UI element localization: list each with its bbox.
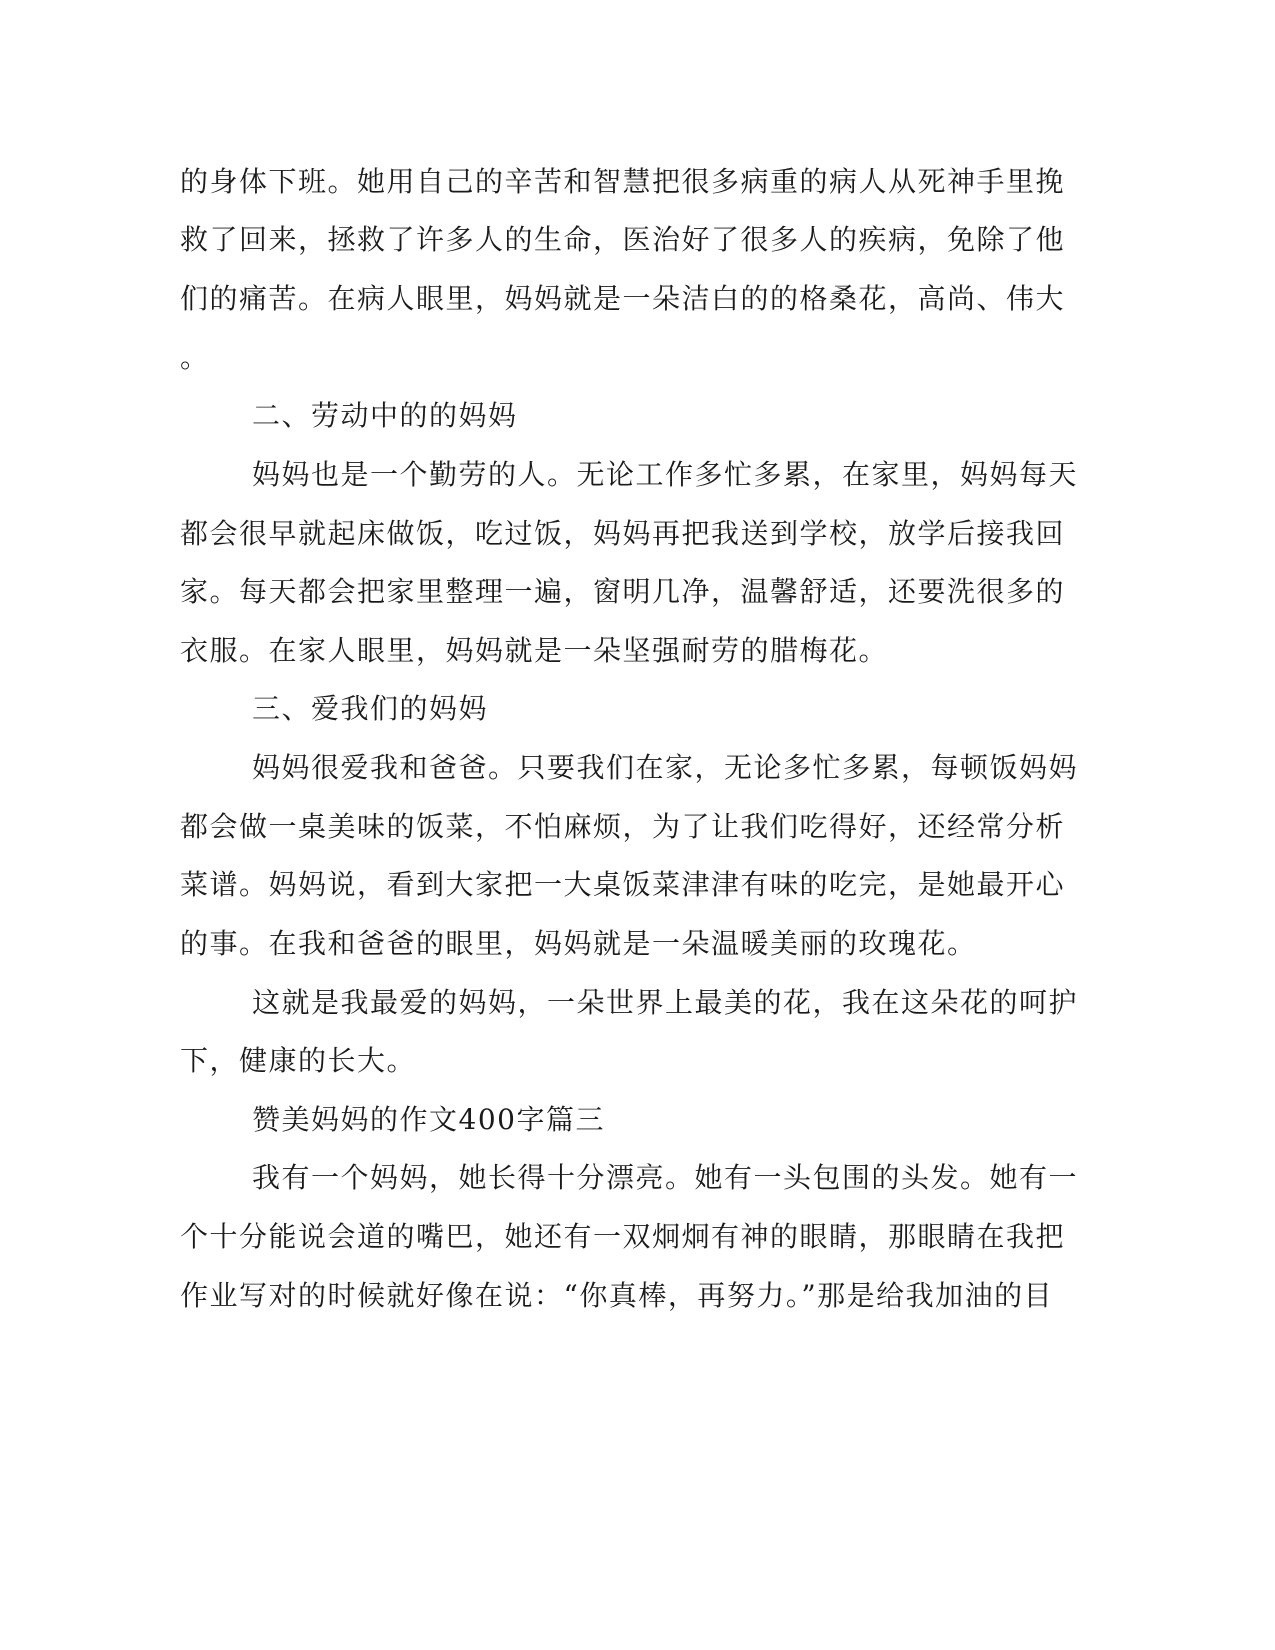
text-line: 都会很早就起床做饭，吃过饭，妈妈再把我送到学校，放学后接我回 bbox=[180, 517, 1066, 550]
text-line: 的身体下班。她用自己的辛苦和智慧把很多病重的病人从死神手里挽 bbox=[180, 165, 1066, 198]
text-line: 下，健康的长大。 bbox=[180, 1044, 417, 1077]
text-line: 。 bbox=[180, 341, 210, 374]
text-line: 的事。在我和爸爸的眼里，妈妈就是一朵温暖美丽的玫瑰花。 bbox=[180, 927, 977, 960]
text-line: 都会做一桌美味的饭菜，不怕麻烦，为了让我们吃得好，还经常分析 bbox=[180, 810, 1066, 843]
text-line: 们的痛苦。在病人眼里，妈妈就是一朵洁白的的格桑花，高尚、伟大 bbox=[180, 282, 1066, 315]
paragraph-start: 妈妈也是一个勤劳的人。无论工作多忙多累，在家里，妈妈每天 bbox=[252, 458, 1079, 491]
section-heading: 三、爱我们的妈妈 bbox=[252, 692, 489, 725]
text-line: 家。每天都会把家里整理一遍，窗明几净，温馨舒适，还要洗很多的 bbox=[180, 575, 1066, 608]
text-line: 衣服。在家人眼里，妈妈就是一朵坚强耐劳的腊梅花。 bbox=[180, 634, 889, 667]
paragraph-start: 我有一个妈妈，她长得十分漂亮。她有一头包围的头发。她有一 bbox=[252, 1161, 1079, 1194]
text-line: 个十分能说会道的嘴巴，她还有一双炯炯有神的眼睛，那眼睛在我把 bbox=[180, 1220, 1066, 1253]
section-heading: 二、劳动中的的妈妈 bbox=[252, 399, 518, 432]
text-line: 作业写对的时候就好像在说：“你真棒，再努力。”那是给我加油的目 bbox=[180, 1279, 1054, 1312]
text-line: 救了回来，拯救了许多人的生命，医治好了很多人的疾病，免除了他 bbox=[180, 223, 1066, 256]
paragraph-start: 这就是我最爱的妈妈，一朵世界上最美的花，我在这朵花的呵护 bbox=[252, 986, 1079, 1019]
section-heading: 赞美妈妈的作文400字篇三 bbox=[252, 1103, 605, 1136]
paragraph-start: 妈妈很爱我和爸爸。只要我们在家，无论多忙多累，每顿饭妈妈 bbox=[252, 751, 1079, 784]
text-line: 菜谱。妈妈说，看到大家把一大桌饭菜津津有味的吃完，是她最开心 bbox=[180, 868, 1066, 901]
